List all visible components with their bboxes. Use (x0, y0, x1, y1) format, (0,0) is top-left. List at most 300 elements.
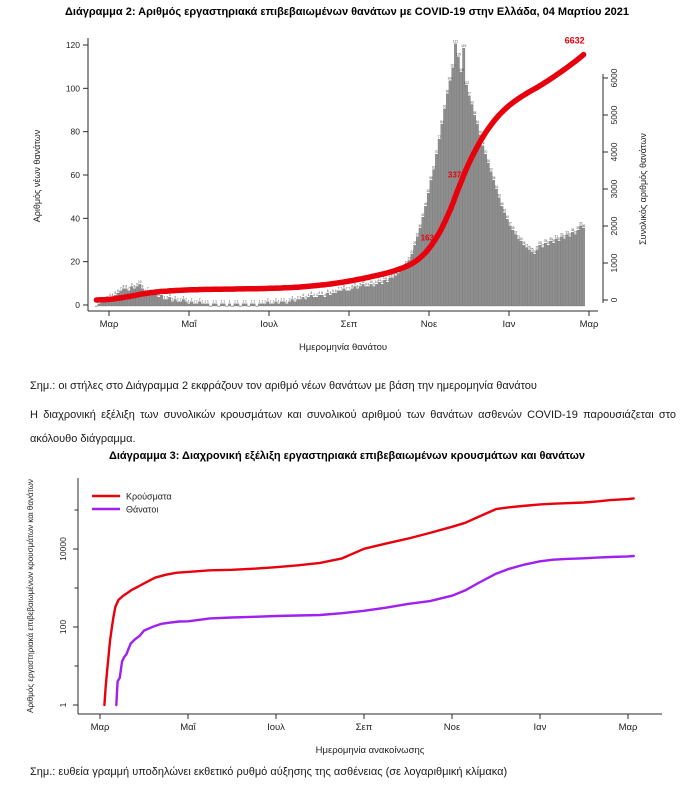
bar (558, 241, 560, 306)
x-tick-label: Μαΐ (180, 722, 196, 733)
bar-value-label: 1 (193, 299, 196, 304)
bar (378, 282, 380, 306)
bar (228, 304, 230, 306)
bar (204, 304, 206, 306)
bar (315, 293, 320, 306)
bar-value-label: 28 (412, 241, 417, 246)
bar-value-label: 4 (315, 293, 318, 298)
y-left-tick-label: 40 (70, 213, 80, 224)
bar-value-label: 2 (198, 297, 201, 302)
bar-value-label: 10 (361, 280, 365, 285)
bar (552, 243, 554, 306)
bar-value-label: 88 (472, 111, 477, 116)
bars-group (95, 44, 585, 307)
bar (514, 235, 516, 307)
bar (449, 81, 451, 306)
bar-value-label: 2 (266, 297, 269, 302)
x-axis-title: Ημερομηνία ανακοίνωσης (315, 745, 425, 756)
bar (223, 304, 225, 306)
y-axis-title: Αριθμός εργαστηριακά επιβεβαιωμένων κρουσμάτων και θανάτων (26, 479, 35, 713)
bar (201, 304, 203, 306)
bar-value-label: 6 (144, 288, 147, 293)
bar-value-label: 110 (450, 63, 456, 68)
bar-value-label: 15 (396, 269, 401, 274)
bar-value-label: 26 (535, 245, 540, 250)
y-left-tick-label: 100 (65, 83, 80, 94)
bar-value-label: 4 (111, 293, 114, 298)
bar-value-label: 2 (103, 297, 106, 302)
bar-value-label: 10 (380, 280, 384, 285)
bar-value-label: 6 (155, 288, 158, 293)
bar (498, 198, 500, 306)
bar (506, 219, 508, 306)
bar (441, 124, 443, 306)
bar-value-label: 121 (452, 39, 459, 44)
bar (348, 291, 350, 306)
bar (509, 226, 511, 306)
chart2-title: Διάγραμμα 3: Διαχρονική εξέλιξη εργαστηριακά επιβεβαιωμένων κρουσμάτων και θανάτων (108, 450, 586, 462)
bar-value-label: 1 (201, 299, 204, 304)
bar (98, 304, 100, 306)
bar (544, 243, 546, 306)
x-tick-label: Νοε (420, 319, 438, 330)
bar (490, 172, 492, 306)
bar-value-label: 9 (136, 282, 138, 287)
bar-value-label: 4 (108, 293, 111, 298)
bar (351, 289, 353, 306)
bar-value-label: 32 (415, 232, 420, 237)
bar-value-label: 70 (483, 150, 488, 155)
bar (277, 299, 282, 306)
x-tick-label: Μαρ (579, 319, 599, 330)
bar-value-label: 14 (393, 271, 398, 276)
bar (286, 304, 288, 306)
bar (373, 287, 375, 307)
bar (354, 287, 356, 307)
bar-value-label: 19 (404, 260, 409, 265)
bar-value-label: 11 (377, 277, 381, 282)
bar (468, 96, 470, 306)
bar (473, 115, 475, 306)
x-tick-label: Μαρ (99, 319, 119, 330)
bar-value-label: 3 (304, 295, 307, 300)
legend (92, 492, 172, 515)
bar-value-label: 4 (307, 293, 310, 298)
bar-value-label: 1 (242, 299, 245, 304)
bar-value-label: 13 (388, 273, 393, 278)
bar-value-label: 3 (291, 295, 294, 300)
bar (517, 239, 519, 306)
bar (569, 237, 571, 306)
bar-value-label: 1 (206, 299, 209, 304)
y-right-tick-label: 3000 (609, 179, 619, 199)
bar-value-label: 9 (130, 282, 133, 287)
chart2-log-curves (26, 478, 662, 756)
bar (166, 300, 168, 307)
bar-value-label: 11 (385, 277, 390, 282)
bar-value-label: 104 (447, 76, 453, 81)
bar (522, 245, 524, 306)
y-right-tick-label: 4000 (609, 142, 619, 162)
bar (520, 241, 522, 306)
bar-value-label: 2 (294, 297, 296, 302)
bar-value-label: 30 (519, 236, 523, 241)
y-left-tick-label: 60 (70, 170, 80, 180)
bar (547, 245, 549, 306)
bar (269, 304, 271, 306)
bar (389, 278, 391, 306)
bar-value-label: 2 (274, 297, 277, 302)
y-tick-label: 1 (58, 702, 68, 708)
bar-value-label: 26 (527, 245, 531, 250)
bar (365, 287, 367, 307)
bar-value-label: 8 (133, 284, 136, 289)
bar-value-label: 6 (117, 288, 119, 293)
y-right-tick-label: 2000 (609, 216, 619, 236)
bar (234, 304, 236, 306)
bar-value-label: 32 (568, 232, 572, 237)
x-tick-label: Ιουλ (260, 319, 278, 330)
bar-value-label: 16 (399, 267, 403, 272)
bar (356, 289, 358, 306)
bar-value-label: 1 (196, 299, 198, 304)
bar (501, 206, 503, 306)
bar-value-label: 1 (212, 299, 215, 304)
bar (495, 189, 497, 306)
bar-value-label: 24 (532, 249, 537, 254)
bar-value-label: 7 (340, 286, 343, 291)
bar (242, 304, 244, 306)
x-tick-label: Ιουλ (267, 722, 285, 733)
y-tick-label: 100 (58, 619, 68, 635)
bar-value-label: 46 (423, 202, 428, 207)
bar (394, 276, 396, 306)
bar-value-label: 1 (215, 299, 217, 304)
bar (305, 300, 307, 307)
bar (367, 287, 369, 307)
bar-value-label: 4 (323, 293, 326, 298)
bar (215, 304, 217, 306)
bar (482, 146, 484, 306)
bar-value-label: 8 (351, 284, 354, 289)
bar-value-label: 58 (429, 176, 433, 181)
bar (582, 228, 584, 306)
bar-value-label: 1 (250, 299, 253, 304)
bar-value-label: 91 (442, 104, 447, 109)
bar (163, 300, 165, 307)
bar-value-label: 7 (345, 286, 348, 291)
bar-value-label: 36 (418, 223, 422, 228)
bar-value-label: 1 (264, 299, 266, 304)
bar-value-label: 33 (565, 230, 569, 235)
bar-value-label: 4 (157, 293, 160, 298)
bar-value-label: 41 (421, 212, 425, 217)
bar (335, 293, 337, 306)
bar (392, 278, 394, 306)
bar (261, 304, 263, 306)
bar (237, 304, 239, 306)
bar (384, 280, 386, 306)
y-axis-right-title: Συνολικός αριθμός θανάτων (638, 133, 648, 245)
chart2-footnote: Σημ.: ευθεία γραμμή υποδηλώνει εκθετικό ρυθμό αύξησης της ασθένειας (σε λογαριθμική κλίμακα) (30, 766, 508, 778)
bar-value-label: 34 (570, 228, 575, 233)
bar-value-label: 1 (285, 299, 288, 304)
y-left-tick-label: 0 (75, 300, 80, 310)
bar (539, 245, 541, 306)
bar (422, 217, 424, 306)
bar-value-label: 84 (440, 119, 444, 124)
bar-value-label: 33 (513, 230, 518, 235)
x-tick-label: Μαΐ (181, 319, 197, 330)
bar-value-label: 9 (364, 282, 367, 287)
bar-value-label: 4 (168, 293, 171, 298)
bar-value-label: 40 (505, 215, 510, 220)
bar (446, 94, 448, 306)
y-right-tick-label: 5000 (609, 105, 619, 125)
bar (503, 213, 505, 306)
bar (372, 282, 377, 306)
bar-value-label: 7 (127, 286, 130, 291)
bar (541, 248, 543, 307)
bar (304, 295, 309, 306)
bar-value-label: 3 (166, 295, 168, 300)
bar (313, 297, 315, 306)
bar-value-label: 43 (502, 208, 507, 213)
bar (533, 254, 535, 306)
bar (536, 250, 538, 306)
bar (555, 239, 557, 306)
bar (334, 288, 339, 306)
bar-value-label: 6 (334, 288, 337, 293)
bar-value-label: 2 (100, 297, 103, 302)
bar-value-label: 1 (261, 299, 264, 304)
bar-value-label: 5 (160, 290, 163, 295)
bar-value-label: 77 (437, 134, 442, 139)
bar (272, 304, 274, 306)
bar (381, 284, 383, 306)
bar-value-label: 8 (141, 284, 144, 289)
bar-value-label: 29 (551, 238, 556, 243)
bar (525, 248, 527, 307)
bar (152, 295, 154, 306)
bar (177, 302, 179, 306)
bar-value-label: 6 (149, 288, 152, 293)
cumulative-milestone-label: 1630 (420, 233, 439, 243)
bar-value-label: 5 (310, 290, 313, 295)
bar (179, 302, 181, 306)
series-line-cases (104, 498, 633, 705)
bar-value-label: 1 (272, 299, 275, 304)
bar (345, 291, 347, 306)
bar-value-label: 2 (176, 297, 179, 302)
bar-value-label: 108 (458, 67, 464, 72)
bar-value-label: 62 (489, 167, 493, 172)
bar-value-label: 33 (573, 230, 578, 235)
bar-value-label: 30 (557, 236, 561, 241)
bar-value-label: 31 (562, 234, 567, 239)
bar-value-label: 6 (326, 288, 329, 293)
bar-value-label: 10 (369, 280, 373, 285)
bar (299, 300, 301, 307)
bar (367, 282, 372, 306)
bar (452, 68, 454, 306)
y-left-tick-label: 20 (70, 256, 80, 267)
bar-value-label: 8 (122, 284, 125, 289)
bar (492, 180, 494, 306)
bar-value-label: 1 (245, 299, 247, 304)
bar-value-label: 10 (138, 280, 142, 285)
bar (316, 297, 318, 306)
bar (405, 265, 407, 306)
bar-value-label: 9 (353, 282, 356, 287)
bar (580, 226, 582, 306)
bar (561, 237, 563, 306)
bar-value-label: 28 (521, 241, 526, 246)
bar (329, 295, 331, 306)
bar-value-label: 70 (434, 150, 439, 155)
bar-value-label: 97 (467, 91, 471, 96)
bar-value-label: 2 (288, 297, 291, 302)
bar-value-label: 5 (329, 290, 332, 295)
bar-value-label: 35 (576, 225, 580, 230)
bar (196, 304, 198, 306)
bar-value-label: 35 (510, 225, 515, 230)
bar-value-label: 7 (337, 286, 340, 291)
y-right-tick-label: 1000 (609, 253, 619, 273)
bar-value-label: 2 (171, 297, 174, 302)
bar (403, 269, 405, 306)
bar (362, 284, 364, 306)
bar-value-label: 12 (383, 275, 387, 280)
bar-value-label: 32 (559, 232, 564, 237)
bar-value-label: 3 (106, 295, 109, 300)
bar-value-label: 2 (283, 297, 285, 302)
bar (250, 304, 252, 306)
bar (416, 237, 418, 306)
bar (296, 300, 298, 307)
bar (343, 289, 345, 306)
bar-value-label: 8 (125, 284, 128, 289)
bar-value-label: 5 (318, 290, 321, 295)
bar (264, 304, 266, 306)
bar (550, 241, 552, 306)
bar-value-label: 98 (445, 89, 450, 94)
bar (294, 302, 296, 306)
bar-value-label: 102 (463, 80, 470, 85)
legend-label: Θάνατοι (126, 504, 159, 515)
bar-value-label: 17 (402, 264, 406, 269)
bar-value-label: 5 (321, 290, 324, 295)
bar (340, 291, 342, 306)
bar (285, 299, 290, 306)
bar-value-label: 6 (332, 288, 334, 293)
chart1-title: Διάγραμμα 2: Αριθμός εργαστηριακά επιβεβαιωμένων θανάτων με COVID-19 στην Ελλάδα, 04 Μαρτίου 2021 (65, 6, 629, 18)
bar (220, 304, 222, 306)
bar-value-label: 9 (367, 282, 370, 287)
chart1-footnote: Σημ.: οι στήλες στο Διάγραμμα 2 εκφράζουν τον αριθμό νέων θανάτων με βάση την ημερομηνία θανάτου (30, 380, 537, 392)
bar (512, 230, 514, 306)
x-tick-label: Μαρ (618, 722, 638, 733)
bar-value-label: 8 (343, 284, 345, 289)
bar-value-label: 93 (470, 100, 474, 105)
bar (571, 232, 573, 306)
bar-value-label: 1 (253, 299, 256, 304)
bar-value-label: 27 (524, 243, 529, 248)
bar-value-label: 36 (581, 223, 586, 228)
bar-value-label: 2 (179, 297, 182, 302)
bar (171, 302, 173, 306)
bar (277, 304, 279, 306)
y-right-tick-label: 6000 (609, 68, 619, 88)
bar (574, 235, 576, 307)
y-left-tick-label: 80 (70, 126, 80, 137)
legend-label: Κρούσματα (126, 491, 172, 502)
bar (528, 250, 530, 306)
y-axis-left-title: Αριθμός νέων θανάτων (32, 129, 42, 223)
bar (484, 154, 486, 306)
bar-value-label: 2 (190, 297, 193, 302)
bar-value-label: 84 (475, 119, 480, 124)
x-axis-title: Ημερομηνία θανάτου (298, 342, 388, 353)
bar (414, 245, 416, 306)
bar (397, 274, 399, 307)
bar-value-label: 46 (500, 202, 504, 207)
bar-value-label: 1 (204, 299, 207, 304)
x-tick-label: Μαρ (90, 722, 110, 733)
x-tick-label: Σεπ (355, 722, 373, 733)
bar (443, 109, 445, 306)
x-tick-label: Ιαν (502, 319, 516, 330)
bar-value-label: 1 (277, 299, 280, 304)
bar (359, 287, 361, 307)
bar-value-label: 74 (481, 141, 485, 146)
x-tick-label: Νοε (443, 722, 461, 733)
bar (566, 235, 568, 307)
bar-value-label: 3 (163, 295, 166, 300)
bar (531, 252, 533, 306)
bar-value-label: 1 (98, 299, 100, 304)
bar-value-label: 25 (530, 247, 534, 252)
bar-value-label: 52 (426, 189, 431, 194)
bar-value-label: 28 (538, 241, 542, 246)
bar-value-label: 31 (516, 234, 520, 239)
bar-value-label: 13 (391, 273, 395, 278)
bar (212, 304, 214, 306)
bar-value-label: 7 (119, 286, 122, 291)
y-left-tick-label: 120 (65, 40, 80, 50)
bar (465, 85, 467, 306)
bar-value-label: 2 (280, 297, 283, 302)
bar-value-label: 37 (579, 221, 583, 226)
bar (193, 304, 195, 306)
bar-value-label: 8 (356, 284, 359, 289)
bar-value-label: 3 (182, 295, 185, 300)
bar (245, 304, 247, 306)
bar-value-label: 3 (296, 295, 299, 300)
x-tick-label: Ιαν (533, 722, 547, 733)
bar-value-label: 58 (491, 176, 496, 181)
bar-value-label: 66 (486, 158, 491, 163)
bar-value-label: 1 (236, 299, 239, 304)
y-tick-label: 10000 (58, 537, 68, 561)
bar (253, 304, 255, 306)
bar-value-label: 119 (461, 43, 467, 48)
bar-value-label: 63 (432, 165, 436, 170)
cumulative-final-label: 6632 (564, 35, 585, 46)
bar-value-label: 9 (359, 282, 362, 287)
bar-value-label: 10 (374, 280, 379, 285)
body-paragraph: Η διαχρονική εξέλιξη των συνολικών κρουσμάτων και συνολικού αριθμού των θανάτων ασθενών COVID-19 παρουσιάζεται στο ακόλουθο διάγραμμα. (30, 409, 676, 445)
